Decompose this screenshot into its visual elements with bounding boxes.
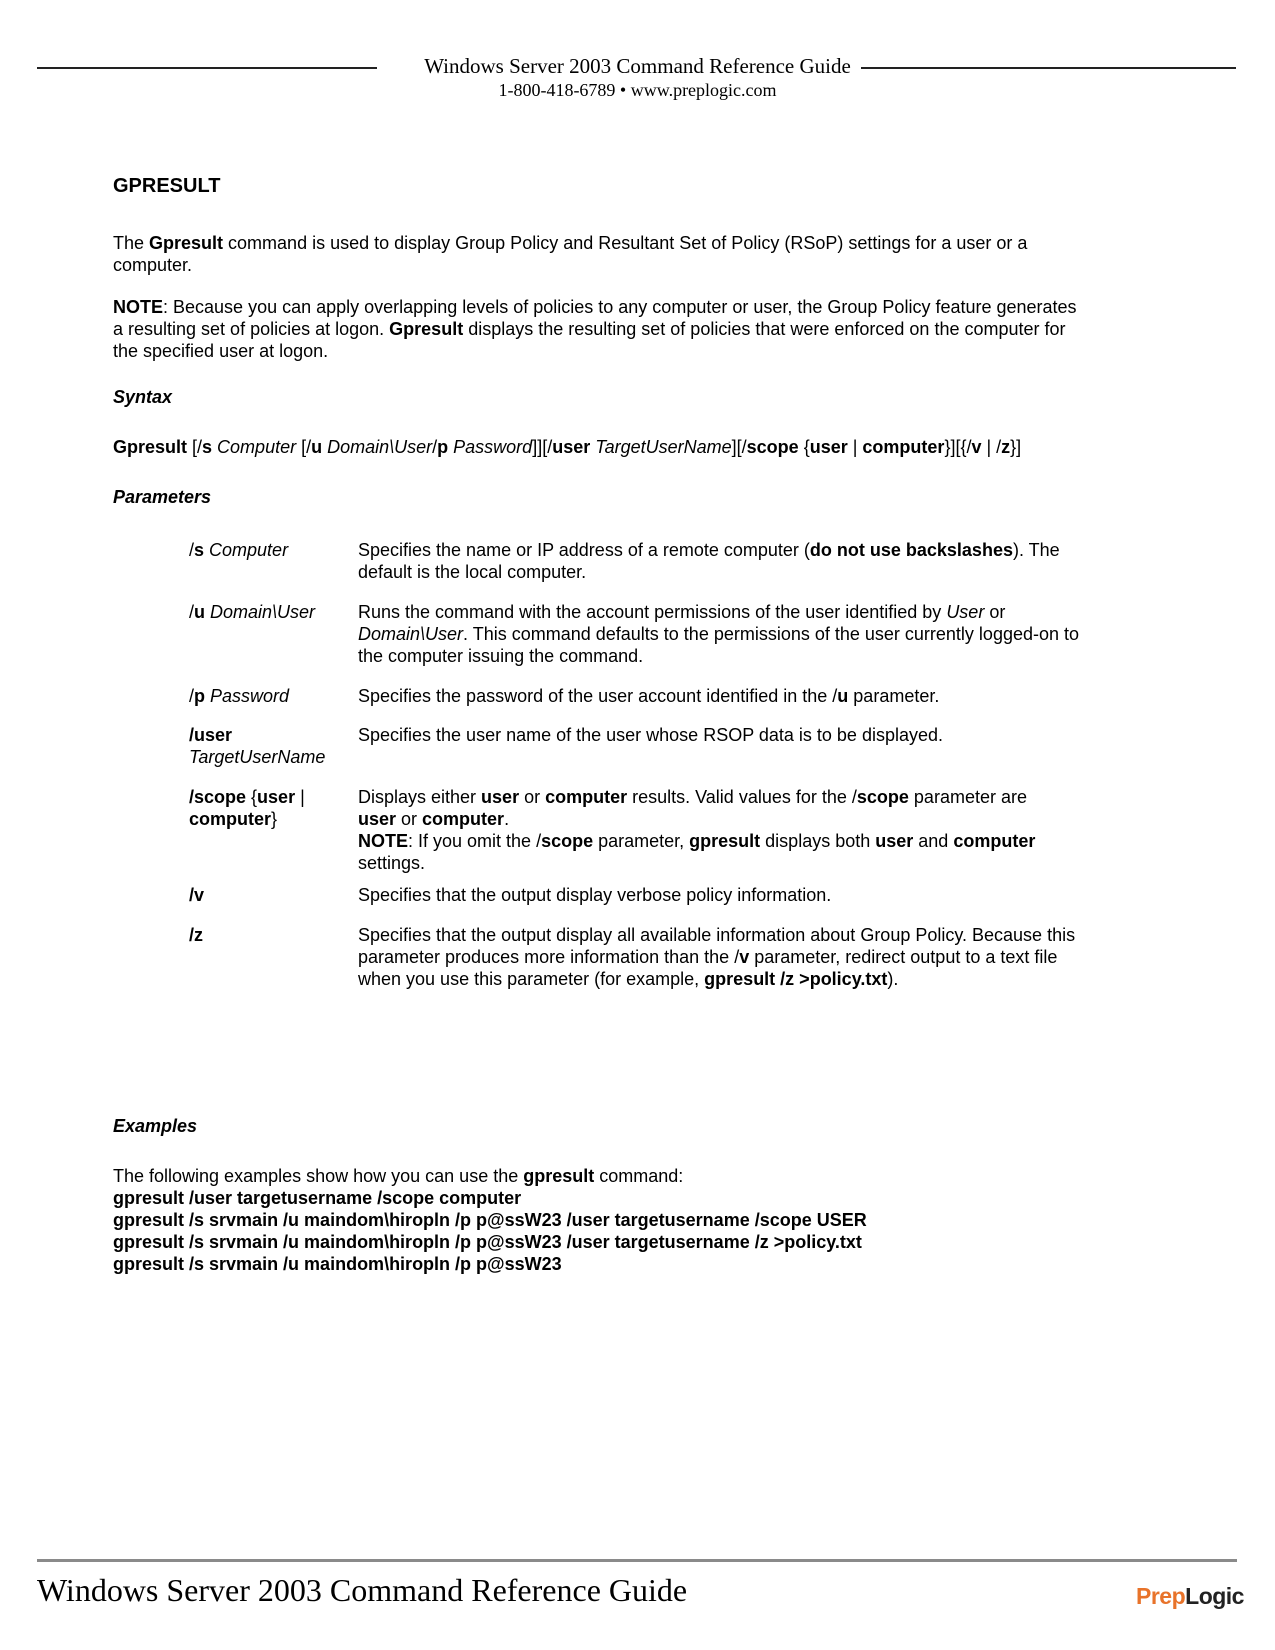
param-p-desc: Specifies the password of the user account identified in the /u parameter. [358,686,940,706]
preplogic-logo: PrepLogic [1136,1583,1244,1609]
syntax-heading: Syntax [113,387,173,407]
param-user-name: /user TargetUserName [189,725,326,767]
example-line: gpresult /s srvmain /u maindom\hiropln /p p@ssW23 /user targetusername /scope USER [113,1210,867,1230]
examples-heading: Examples [113,1116,198,1136]
param-u-desc: Runs the command with the account permissions of the user identified by User or Domain\User. This command defaults to the permissions of the user currently logged-on to the computer issuing the command. [358,602,1080,666]
note-paragraph: NOTE: Because you can apply overlapping levels of policies to any computer or user, the Group Policy feature generates a resulting set of policies at logon. Gpresult displays the resulting set of policies that were enforced on the computer for the specified user at logon. [113,297,1077,361]
example-line: gpresult /s srvmain /u maindom\hiropln /p p@ssW23 [113,1254,562,1274]
param-v-desc: Specifies that the output display verbose policy information. [358,885,832,905]
examples-block [113,1165,1103,1275]
param-v-name: /v [189,885,205,905]
param-s-name: /s Computer [189,540,289,560]
footer-title: Windows Server 2003 Command Reference Guide [37,1572,688,1608]
param-p-name: /p Password [189,686,290,706]
examples-intro: The following examples show how you can use the gpresult command: [113,1166,684,1186]
header-contact: 1-800-418-6789 • www.preplogic.com [498,80,777,100]
page-title: GPRESULT [113,175,221,197]
syntax-line: Gpresult [/s Computer [/u Domain\User/p Password]][/user TargetUserName][/scope {user | computer}][{/v | /z}] [113,437,1022,457]
param-u-name: /u Domain\User [189,602,316,622]
param-s-desc: Specifies the name or IP address of a remote computer (do not use backslashes). The default is the local computer. [358,540,1060,582]
example-line: gpresult /s srvmain /u maindom\hiropln /p p@ssW23 /user targetusername /z >policy.txt [113,1232,862,1252]
footer-rule [37,1559,1237,1562]
example-line: gpresult /user targetusername /scope computer [113,1188,522,1208]
intro-paragraph: The Gpresult command is used to display Group Policy and Resultant Set of Policy (RSoP) settings for a user or a computer. [113,233,1028,275]
param-scope-desc: Displays either user or computer results. Valid values for the /scope parameter are user or computer. NOTE: If you omit the /scope parameter, gpresult displays both user and computer settings. [358,787,1036,873]
param-z-name: /z [189,925,204,945]
parameters-heading: Parameters [113,487,212,507]
param-z-desc: Specifies that the output display all available information about Group Policy. Because this parameter produces more information than the /v parameter, redirect output to a text file when you use this parameter (for example, gpresult /z >policy.txt). [358,925,1076,989]
param-scope-name: /scope {user | computer} [189,787,305,829]
param-user-desc: Specifies the user name of the user whose RSOP data is to be displayed. [358,725,943,745]
header-title: Windows Server 2003 Command Reference Guide [0,53,1275,79]
